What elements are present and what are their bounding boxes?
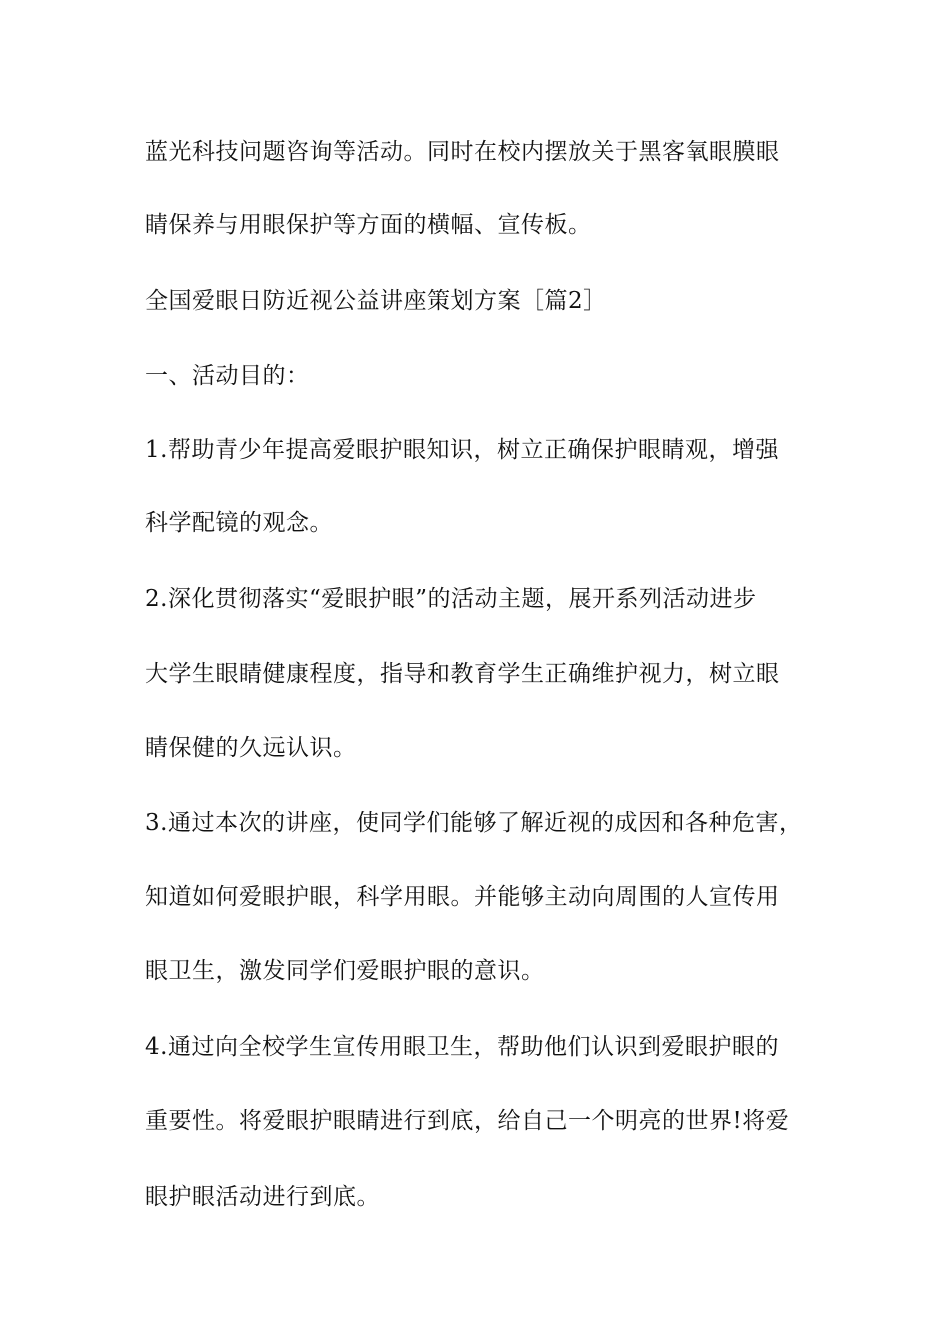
list-item-1-line-1: 1.帮助青少年提高爱眼护眼知识，树立正确保护眼睛观，增强 (145, 437, 779, 463)
list-item-3-line-3: 眼卫生，激发同学们爱眼护眼的意识。 (145, 958, 545, 984)
subsection-heading: 一、活动目的： (145, 363, 310, 389)
list-item-2-line-3: 睛保健的久远认识。 (145, 735, 357, 761)
list-item-4-line-3: 眼护眼活动进行到底。 (145, 1184, 380, 1210)
list-item-4-line-1: 4.通过向全校学生宣传用眼卫生，帮助他们认识到爱眼护眼的 (145, 1034, 779, 1060)
list-item-3-line-2: 知道如何爱眼护眼，科学用眼。并能够主动向周围的人宣传用 (145, 884, 780, 910)
list-item-3-line-1: 3.通过本次的讲座，使同学们能够了解近视的成因和各种危害， (145, 810, 803, 836)
section-heading: 全国爱眼日防近视公益讲座策划方案［篇2］ (145, 288, 607, 314)
list-item-2-line-1: 2.深化贯彻落实“爱眼护眼”的活动主题，展开系列活动进步 (145, 586, 757, 612)
paragraph-line-2: 睛保养与用眼保护等方面的横幅、宣传板。 (145, 212, 592, 238)
list-item-4-line-2: 重要性。将爱眼护眼睛进行到底，给自己一个明亮的世界!将爱 (145, 1108, 790, 1134)
list-item-2-line-2: 大学生眼睛健康程度，指导和教育学生正确维护视力，树立眼 (145, 661, 780, 687)
paragraph-line-1: 蓝光科技问题咨询等活动。同时在校内摆放关于黑客氧眼膜眼 (145, 139, 780, 165)
list-item-1-line-2: 科学配镜的观念。 (145, 510, 333, 536)
